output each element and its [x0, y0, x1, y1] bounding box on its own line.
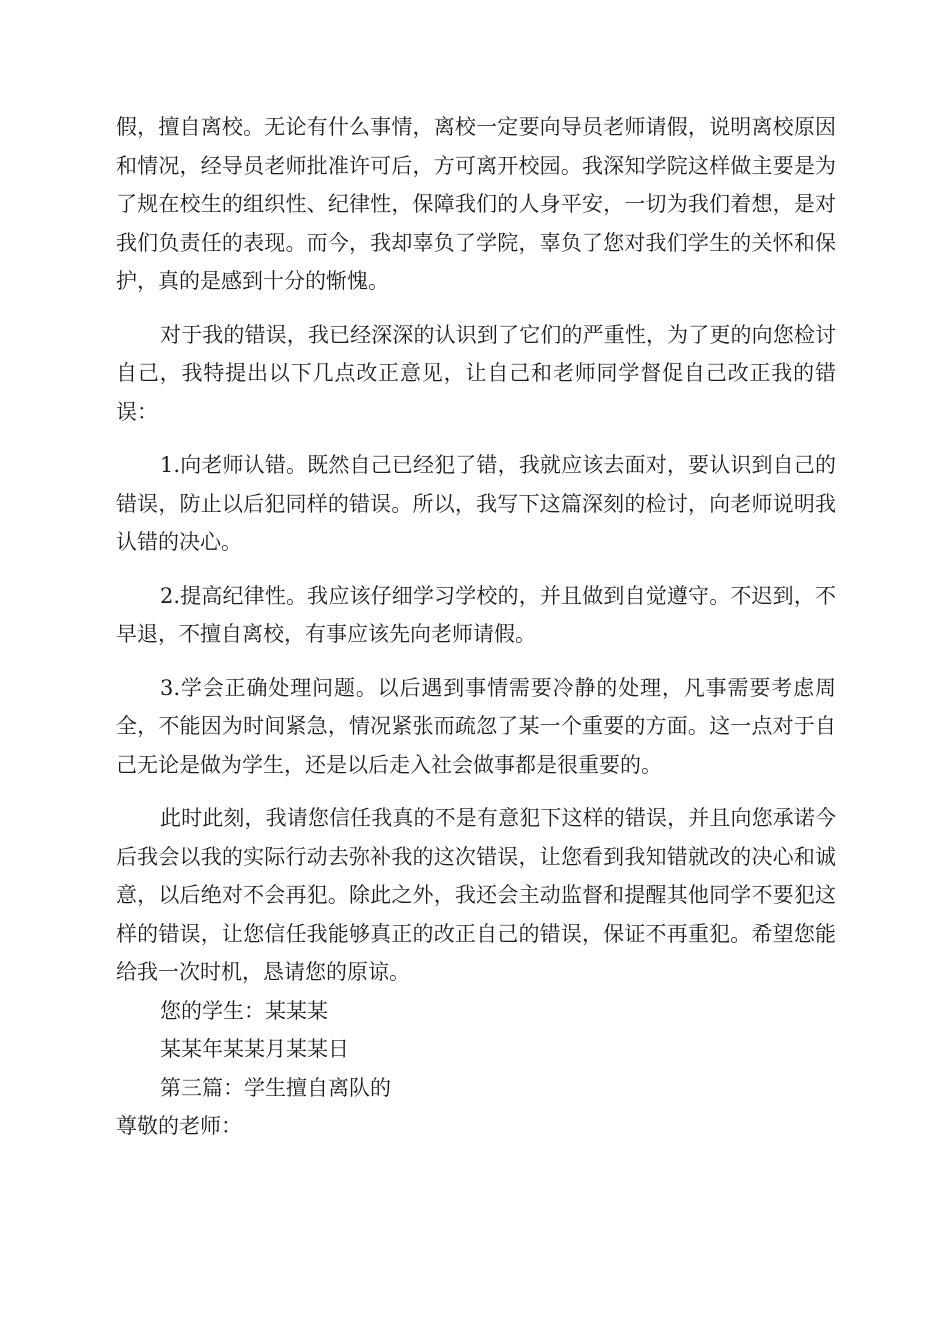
paragraph-6: 此时此刻，我请您信任我真的不是有意犯下这样的错误，并且向您承诺今后我会以我的实际行动去弥补我的这次错误，让您看到我知错就改的决心和诚意，以后绝对不会再犯。除此之外，我还会主动监督和提醒其他同学不要犯这样的错误，让您信任我能够真正的改正自己的错误，保证不再重犯。希望您能给我一次时机，恳请您的原谅。	[116, 806, 836, 984]
paragraph-5: 3.学会正确处理问题。以后遇到事情需要冷静的处理，凡事需要考虑周全，不能因为时间紧急，情况紧张而疏忽了某一个重要的方面。这一点对于自己无论是做为学生，还是以后走入社会做事都是很重要的。	[116, 675, 836, 777]
paragraph-3: 1.向老师认错。既然自己已经犯了错，我就应该去面对，要认识到自己的错误，防止以后犯同样的错误。所以，我写下这篇深刻的检讨，向老师说明我认错的决心。	[116, 453, 836, 554]
paragraph-4: 2.提高纪律性。我应该仔细学习学校的，并且做到自觉遵守。不迟到，不早退，不擅自离校，有事应该先向老师请假。	[116, 583, 836, 646]
date-line: 某某年某某月某某日	[160, 1037, 349, 1061]
salutation: 尊敬的老师：	[116, 1114, 242, 1138]
document-page	[116, 108, 836, 1146]
paragraph-1: 假，擅自离校。无论有什么事情，离校一定要向导员老师请假，说明离校原因和情况，经导员老师批准许可后，方可离开校园。我深知学院这样做主要是为了规在校生的组织性、纪律性，保障我们的人身平安，一切为我们着想，是对我们负责任的表现。而今，我却辜负了学院，辜负了您对我们学生的关怀和保护，真的是感到十分的惭愧。	[116, 115, 836, 293]
signature-line: 您的学生：某某某	[160, 998, 328, 1023]
section-title: 第三篇：学生擅自离队的	[160, 1075, 391, 1100]
paragraph-2: 对于我的错误，我已经深深的认识到了它们的严重性，为了更的向您检讨自己，我特提出以下几点改正意见，让自己和老师同学督促自己改正我的错误：	[116, 322, 836, 424]
